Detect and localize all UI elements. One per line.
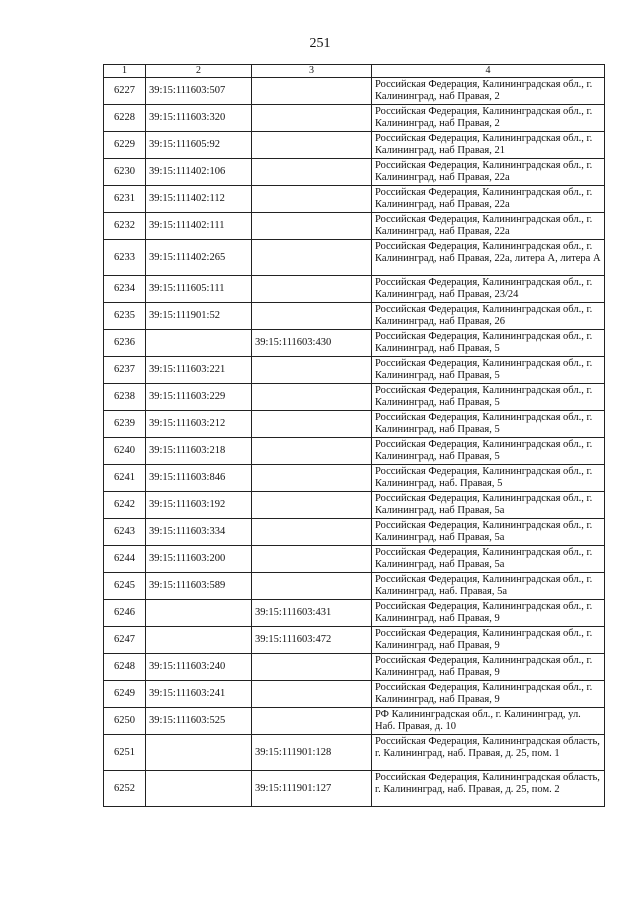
- cadastral-number-land: 39:15:111603:221: [146, 357, 252, 384]
- cadastral-number-building: [252, 357, 372, 384]
- cadastral-number-building: [252, 303, 372, 330]
- row-number: 6252: [104, 771, 146, 807]
- table-row: [104, 330, 605, 357]
- cadastral-number-building: [252, 384, 372, 411]
- table-row: [104, 411, 605, 438]
- table-row: [104, 492, 605, 519]
- row-number: 6249: [104, 681, 146, 708]
- table-row: [104, 627, 605, 654]
- row-number: 6234: [104, 276, 146, 303]
- cadastral-number-land: 39:15:111603:200: [146, 546, 252, 573]
- cadastral-number-land: 39:15:111605:111: [146, 276, 252, 303]
- cadastral-number-land: 39:15:111603:229: [146, 384, 252, 411]
- cadastral-number-land: [146, 771, 252, 807]
- cadastral-number-building: 39:15:111603:430: [252, 330, 372, 357]
- cadastral-number-land: 39:15:111603:192: [146, 492, 252, 519]
- address-cell: РФ Калининградская обл., г. Калининград, ул. Наб. Правая, д. 10: [372, 708, 605, 735]
- address-cell: Российская Федерация, Калининградская область, г. Калининград, наб. Правая, д. 25, пом. 2: [372, 771, 605, 807]
- table-row: [104, 681, 605, 708]
- row-number: 6228: [104, 105, 146, 132]
- address-cell: Российская Федерация, Калининградская обл., г. Калининград, наб Правая, 22а: [372, 213, 605, 240]
- cadastral-number-land: 39:15:111603:507: [146, 78, 252, 105]
- row-number: 6231: [104, 186, 146, 213]
- address-cell: Российская Федерация, Калининградская обл., г. Калининград, наб Правая, 22а: [372, 159, 605, 186]
- address-cell: Российская Федерация, Калининградская обл., г. Калининград, наб Правая, 2: [372, 105, 605, 132]
- row-number: 6250: [104, 708, 146, 735]
- table-row: [104, 546, 605, 573]
- address-cell: Российская Федерация, Калининградская обл., г. Калининград, наб Правая, 5: [372, 438, 605, 465]
- row-number: 6242: [104, 492, 146, 519]
- cadastral-number-building: 39:15:111901:127: [252, 771, 372, 807]
- column-header-2: 2: [146, 65, 252, 78]
- table-row: [104, 240, 605, 276]
- cadastral-number-building: [252, 492, 372, 519]
- address-cell: Российская Федерация, Калининградская обл., г. Калининград, наб. Правая, 5: [372, 465, 605, 492]
- address-cell: Российская Федерация, Калининградская обл., г. Калининград, наб. Правая, 5а: [372, 573, 605, 600]
- cadastral-number-building: [252, 132, 372, 159]
- row-number: 6240: [104, 438, 146, 465]
- table-row: [104, 159, 605, 186]
- cadastral-number-building: 39:15:111901:128: [252, 735, 372, 771]
- row-number: 6233: [104, 240, 146, 276]
- row-number: 6236: [104, 330, 146, 357]
- row-number: 6251: [104, 735, 146, 771]
- row-number: 6238: [104, 384, 146, 411]
- table-row: [104, 186, 605, 213]
- table-row: [104, 357, 605, 384]
- row-number: 6247: [104, 627, 146, 654]
- row-number: 6248: [104, 654, 146, 681]
- cadastral-number-building: [252, 78, 372, 105]
- header-row: [104, 65, 605, 78]
- table-row: [104, 438, 605, 465]
- row-number: 6232: [104, 213, 146, 240]
- cadastral-number-building: [252, 465, 372, 492]
- table-row: [104, 213, 605, 240]
- cadastral-number-land: 39:15:111402:106: [146, 159, 252, 186]
- table-row: [104, 465, 605, 492]
- cadastral-number-building: [252, 276, 372, 303]
- cadastral-number-land: [146, 330, 252, 357]
- cadastral-number-building: [252, 105, 372, 132]
- address-cell: Российская Федерация, Калининградская обл., г. Калининград, наб Правая, 5: [372, 411, 605, 438]
- cadastral-number-land: [146, 735, 252, 771]
- table-row: [104, 384, 605, 411]
- row-number: 6229: [104, 132, 146, 159]
- address-cell: Российская Федерация, Калининградская обл., г. Калининград, наб Правая, 2: [372, 78, 605, 105]
- cadastral-number-land: 39:15:111901:52: [146, 303, 252, 330]
- cadastral-number-land: 39:15:111402:265: [146, 240, 252, 276]
- address-cell: Российская Федерация, Калининградская обл., г. Калининград, наб Правая, 9: [372, 627, 605, 654]
- row-number: 6246: [104, 600, 146, 627]
- table-row: [104, 105, 605, 132]
- cadastral-number-building: [252, 546, 372, 573]
- table-row: [104, 771, 605, 807]
- page-number: 251: [309, 36, 331, 51]
- cadastral-number-building: 39:15:111603:431: [252, 600, 372, 627]
- cadastral-number-building: [252, 708, 372, 735]
- cadastral-number-building: [252, 573, 372, 600]
- address-cell: Российская Федерация, Калининградская обл., г. Калининград, наб Правая, 23/24: [372, 276, 605, 303]
- column-header-3: 3: [252, 65, 372, 78]
- address-cell: Российская Федерация, Калининградская обл., г. Калининград, наб Правая, 9: [372, 600, 605, 627]
- cadastral-number-land: 39:15:111603:334: [146, 519, 252, 546]
- table-row: [104, 519, 605, 546]
- cadastral-number-building: [252, 240, 372, 276]
- table-row: [104, 276, 605, 303]
- row-number: 6244: [104, 546, 146, 573]
- table-row: [104, 573, 605, 600]
- address-cell: Российская Федерация, Калининградская обл., г. Калининград, наб Правая, 22а: [372, 186, 605, 213]
- row-number: 6235: [104, 303, 146, 330]
- address-cell: Российская Федерация, Калининградская обл., г. Калининград, наб Правая, 5а: [372, 546, 605, 573]
- address-cell: Российская Федерация, Калининградская обл., г. Калининград, наб Правая, 5а: [372, 492, 605, 519]
- table-row: [104, 303, 605, 330]
- address-cell: Российская Федерация, Калининградская обл., г. Калининград, наб Правая, 21: [372, 132, 605, 159]
- column-header-1: 1: [104, 65, 146, 78]
- cadastral-number-building: [252, 411, 372, 438]
- row-number: 6230: [104, 159, 146, 186]
- cadastral-number-building: 39:15:111603:472: [252, 627, 372, 654]
- cadastral-number-building: [252, 654, 372, 681]
- row-number: 6237: [104, 357, 146, 384]
- row-number: 6243: [104, 519, 146, 546]
- table-row: [104, 600, 605, 627]
- table-row: [104, 735, 605, 771]
- cadastral-number-land: [146, 600, 252, 627]
- row-number: 6245: [104, 573, 146, 600]
- row-number: 6241: [104, 465, 146, 492]
- table-row: [104, 78, 605, 105]
- cadastral-number-building: [252, 438, 372, 465]
- address-cell: Российская Федерация, Калининградская обл., г. Калининград, наб Правая, 5: [372, 384, 605, 411]
- cadastral-number-building: [252, 186, 372, 213]
- cadastral-number-land: [146, 627, 252, 654]
- address-cell: Российская Федерация, Калининградская обл., г. Калининград, наб Правая, 5: [372, 357, 605, 384]
- cadastral-number-land: 39:15:111402:111: [146, 213, 252, 240]
- address-cell: Российская Федерация, Калининградская обл., г. Калининград, наб Правая, 5а: [372, 519, 605, 546]
- table-row: [104, 708, 605, 735]
- cadastral-number-building: [252, 681, 372, 708]
- cadastral-number-land: 39:15:111603:589: [146, 573, 252, 600]
- address-cell: Российская Федерация, Калининградская обл., г. Калининград, наб Правая, 5: [372, 330, 605, 357]
- cadastral-number-building: [252, 159, 372, 186]
- cadastral-number-land: 39:15:111603:240: [146, 654, 252, 681]
- cadastral-number-land: 39:15:111603:212: [146, 411, 252, 438]
- cadastral-number-land: 39:15:111603:241: [146, 681, 252, 708]
- address-cell: Российская Федерация, Калининградская обл., г. Калининград, наб Правая, 9: [372, 681, 605, 708]
- cadastral-number-building: [252, 213, 372, 240]
- cadastral-number-land: 39:15:111603:525: [146, 708, 252, 735]
- address-cell: Российская Федерация, Калининградская обл., г. Калининград, наб Правая, 26: [372, 303, 605, 330]
- cadastral-number-land: 39:15:111603:846: [146, 465, 252, 492]
- table-row: [104, 132, 605, 159]
- cadastral-number-land: 39:15:111605:92: [146, 132, 252, 159]
- cadastral-number-building: [252, 519, 372, 546]
- cadastral-number-land: 39:15:111603:218: [146, 438, 252, 465]
- column-header-4: 4: [372, 65, 605, 78]
- cadastral-number-land: 39:15:111603:320: [146, 105, 252, 132]
- registry-table: [103, 64, 605, 807]
- address-cell: Российская Федерация, Калининградская область, г. Калининград, наб. Правая, д. 25, пом. 1: [372, 735, 605, 771]
- address-cell: Российская Федерация, Калининградская обл., г. Калининград, наб Правая, 22а, литера А, литера А: [372, 240, 605, 276]
- row-number: 6227: [104, 78, 146, 105]
- table-row: [104, 654, 605, 681]
- row-number: 6239: [104, 411, 146, 438]
- cadastral-number-land: 39:15:111402:112: [146, 186, 252, 213]
- address-cell: Российская Федерация, Калининградская обл., г. Калининград, наб Правая, 9: [372, 654, 605, 681]
